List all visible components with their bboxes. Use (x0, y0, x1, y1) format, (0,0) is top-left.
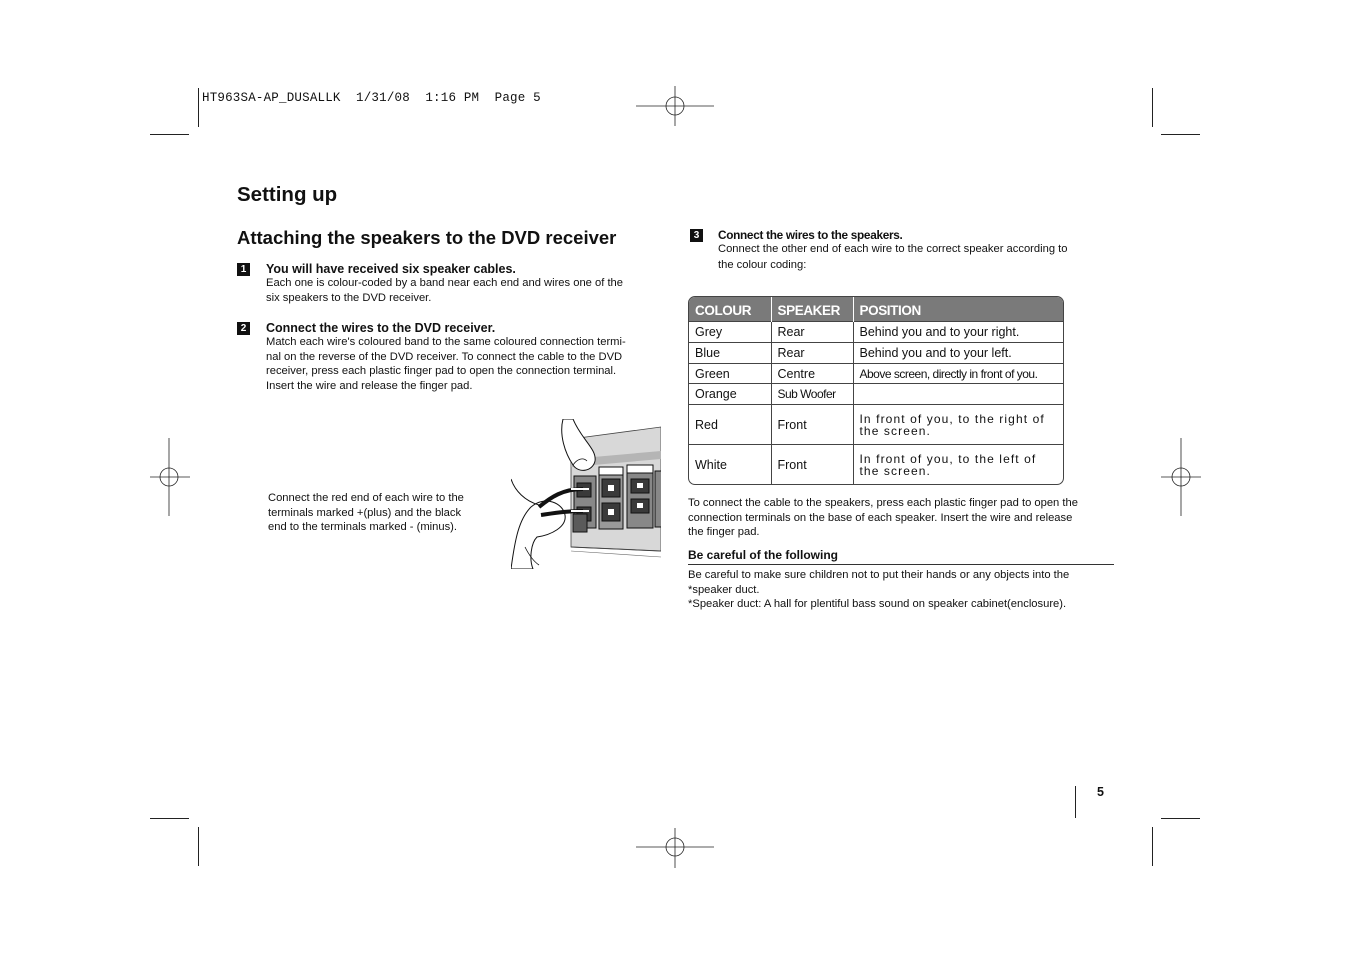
table-cell: Behind you and to your left. (853, 342, 1063, 363)
careful-heading: Be careful of the following (688, 548, 1114, 565)
text-line: the screen. (859, 423, 931, 438)
text-line: six speakers to the DVD receiver. (266, 291, 432, 304)
table-row (689, 322, 1063, 343)
table-cell: Sub Woofer (771, 384, 853, 405)
column-header: SPEAKER (771, 297, 853, 322)
speaker-colour-table (688, 296, 1064, 485)
after-table-paragraph (688, 496, 1078, 540)
step-number: 2 (237, 322, 250, 335)
text-line: the colour coding: (718, 258, 807, 271)
crop-mark (1161, 134, 1200, 135)
table-cell: Orange (689, 384, 771, 405)
text-line: connection terminals on the base of each speaker. Insert the wire and release (688, 511, 1073, 524)
text-line: nal on the reverse of the DVD receiver. To connect the cable to the DVD (266, 350, 623, 363)
step-body (266, 335, 626, 393)
page-number-rule (1075, 786, 1076, 818)
crop-mark (198, 88, 199, 127)
text-line: terminals marked +(plus) and the black (268, 506, 462, 519)
text-line: To connect the cable to the speakers, press each plastic finger pad to open the (688, 497, 1078, 509)
illustration-caption (268, 491, 490, 535)
section-title: Setting up (237, 183, 338, 206)
text-line: the finger pad. (688, 526, 760, 539)
text-line: *speaker duct. (688, 583, 760, 596)
crop-mark (198, 827, 199, 866)
text-line: Be careful to make sure children not to put their hands or any objects into the (688, 569, 1070, 581)
speaker-terminal-illustration (511, 419, 661, 569)
subsection-title: Attaching the speakers to the DVD receiver (237, 227, 617, 248)
table-row (689, 384, 1063, 405)
column-header: COLOUR (689, 297, 771, 322)
step-number: 3 (690, 229, 703, 242)
crop-mark (150, 134, 189, 135)
table-cell: Above screen, directly in front of you. (853, 363, 1063, 384)
step-body (718, 242, 1068, 273)
table-cell (853, 405, 1063, 445)
table-cell: Front (771, 445, 853, 484)
print-slug: HT963SA-AP_DUSALLK 1/31/08 1:16 PM Page 5 (202, 91, 541, 105)
text-line: end to the terminals marked - (minus). (268, 521, 458, 534)
table-cell: Rear (771, 342, 853, 363)
text-line: In front of you, to the left of (859, 451, 1037, 466)
text-line: Insert the wire and release the finger pad. (266, 379, 473, 392)
table-row (689, 363, 1063, 384)
text-line: *Speaker duct: A hall for plentiful bass sound on speaker cabinet(enclosure). (688, 598, 1067, 611)
text-line: Each one is colour-coded by a band near each end and wires one of the (266, 277, 624, 289)
table-cell: Green (689, 363, 771, 384)
crop-mark (1161, 818, 1200, 819)
text-line: receiver, press each plastic finger pad to open the connection terminal. (266, 365, 617, 378)
table-row (689, 445, 1063, 484)
text-line: the screen. (859, 463, 931, 478)
table-cell: White (689, 445, 771, 484)
page-number: 5 (1097, 785, 1104, 799)
crop-mark (1152, 88, 1153, 127)
table-row (689, 342, 1063, 363)
registration-mark-right (1161, 438, 1201, 516)
text-line: In front of you, to the right of (859, 411, 1045, 426)
table-cell: Blue (689, 342, 771, 363)
column-header: POSITION (853, 297, 1063, 322)
careful-body (688, 568, 1069, 612)
table-cell: Front (771, 405, 853, 445)
step-number: 1 (237, 263, 250, 276)
table-cell: Grey (689, 322, 771, 343)
step-title: Connect the wires to the speakers. (718, 228, 903, 242)
table-cell (853, 445, 1063, 484)
table-cell: Rear (771, 322, 853, 343)
step-title: Connect the wires to the DVD receiver. (266, 321, 496, 335)
crop-mark (150, 818, 189, 819)
step-body (266, 276, 623, 305)
text-line: Match each wire's coloured band to the same coloured connection termi- (266, 336, 626, 348)
text-line: Connect the red end of each wire to the (268, 492, 464, 504)
table-row (689, 405, 1063, 445)
table-cell: Red (689, 405, 771, 445)
table-header-row (689, 297, 1063, 322)
registration-mark-top (636, 86, 714, 126)
text-line: Connect the other end of each wire to the correct speaker according to (718, 243, 1068, 255)
crop-mark (1152, 827, 1153, 866)
step-title: You will have received six speaker cables. (266, 262, 516, 276)
table-cell: Centre (771, 363, 853, 384)
table-cell: Behind you and to your right. (853, 322, 1063, 343)
table-cell (853, 384, 1063, 405)
registration-mark-bottom (636, 828, 714, 868)
registration-mark-left (150, 438, 190, 516)
